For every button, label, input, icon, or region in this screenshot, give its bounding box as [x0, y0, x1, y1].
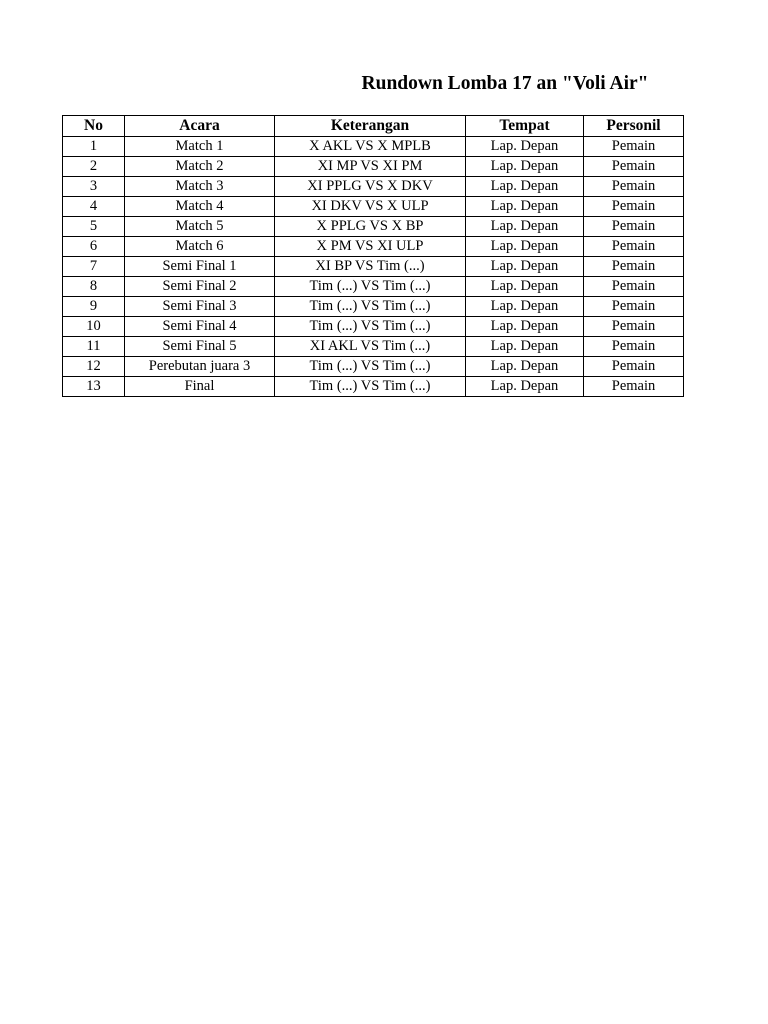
- cell-personil: Pemain: [584, 297, 684, 317]
- cell-tempat: Lap. Depan: [466, 377, 584, 397]
- cell-keterangan: Tim (...) VS Tim (...): [275, 297, 466, 317]
- cell-tempat: Lap. Depan: [466, 357, 584, 377]
- header-row: [63, 116, 684, 137]
- cell-no: 11: [63, 337, 125, 357]
- cell-keterangan: XI BP VS Tim (...): [275, 257, 466, 277]
- header-tempat: Tempat: [466, 116, 584, 137]
- header-no: No: [63, 116, 125, 137]
- cell-acara: Semi Final 1: [125, 257, 275, 277]
- cell-personil: Pemain: [584, 157, 684, 177]
- cell-keterangan: Tim (...) VS Tim (...): [275, 317, 466, 337]
- cell-keterangan: XI DKV VS X ULP: [275, 197, 466, 217]
- cell-personil: Pemain: [584, 377, 684, 397]
- cell-keterangan: Tim (...) VS Tim (...): [275, 277, 466, 297]
- rundown-table: [62, 115, 684, 397]
- table-row: [63, 277, 684, 297]
- cell-tempat: Lap. Depan: [466, 177, 584, 197]
- cell-no: 13: [63, 377, 125, 397]
- cell-acara: Final: [125, 377, 275, 397]
- table-row: [63, 137, 684, 157]
- header-personil: Personil: [584, 116, 684, 137]
- cell-personil: Pemain: [584, 177, 684, 197]
- table-row: [63, 317, 684, 337]
- cell-acara: Match 6: [125, 237, 275, 257]
- cell-tempat: Lap. Depan: [466, 157, 584, 177]
- cell-acara: Match 5: [125, 217, 275, 237]
- cell-no: 9: [63, 297, 125, 317]
- cell-no: 3: [63, 177, 125, 197]
- cell-tempat: Lap. Depan: [466, 137, 584, 157]
- cell-tempat: Lap. Depan: [466, 237, 584, 257]
- table-body: [63, 137, 684, 397]
- page-title: Rundown Lomba 17 an "Voli Air": [361, 73, 649, 94]
- cell-personil: Pemain: [584, 317, 684, 337]
- cell-tempat: Lap. Depan: [466, 337, 584, 357]
- cell-keterangan: X AKL VS X MPLB: [275, 137, 466, 157]
- cell-acara: Match 4: [125, 197, 275, 217]
- cell-tempat: Lap. Depan: [466, 197, 584, 217]
- cell-acara: Semi Final 3: [125, 297, 275, 317]
- table-row: [63, 237, 684, 257]
- cell-no: 10: [63, 317, 125, 337]
- cell-tempat: Lap. Depan: [466, 277, 584, 297]
- cell-personil: Pemain: [584, 337, 684, 357]
- cell-personil: Pemain: [584, 137, 684, 157]
- cell-acara: Semi Final 2: [125, 277, 275, 297]
- cell-tempat: Lap. Depan: [466, 257, 584, 277]
- cell-personil: Pemain: [584, 237, 684, 257]
- cell-keterangan: Tim (...) VS Tim (...): [275, 377, 466, 397]
- table-row: [63, 157, 684, 177]
- cell-personil: Pemain: [584, 197, 684, 217]
- cell-acara: Perebutan juara 3: [125, 357, 275, 377]
- table-header: [63, 116, 684, 137]
- header-keterangan: Keterangan: [275, 116, 466, 137]
- cell-keterangan: Tim (...) VS Tim (...): [275, 357, 466, 377]
- cell-keterangan: X PPLG VS X BP: [275, 217, 466, 237]
- table-row: [63, 357, 684, 377]
- table-row: [63, 197, 684, 217]
- cell-acara: Semi Final 5: [125, 337, 275, 357]
- cell-no: 12: [63, 357, 125, 377]
- table-row: [63, 377, 684, 397]
- cell-personil: Pemain: [584, 257, 684, 277]
- cell-personil: Pemain: [584, 357, 684, 377]
- cell-no: 4: [63, 197, 125, 217]
- cell-no: 5: [63, 217, 125, 237]
- cell-keterangan: X PM VS XI ULP: [275, 237, 466, 257]
- table-row: [63, 257, 684, 277]
- cell-tempat: Lap. Depan: [466, 317, 584, 337]
- cell-tempat: Lap. Depan: [466, 297, 584, 317]
- table-row: [63, 337, 684, 357]
- cell-acara: Match 3: [125, 177, 275, 197]
- cell-no: 6: [63, 237, 125, 257]
- cell-acara: Match 1: [125, 137, 275, 157]
- cell-keterangan: XI MP VS XI PM: [275, 157, 466, 177]
- cell-personil: Pemain: [584, 217, 684, 237]
- cell-keterangan: XI PPLG VS X DKV: [275, 177, 466, 197]
- cell-tempat: Lap. Depan: [466, 217, 584, 237]
- table-row: [63, 177, 684, 197]
- cell-acara: Match 2: [125, 157, 275, 177]
- header-acara: Acara: [125, 116, 275, 137]
- cell-no: 7: [63, 257, 125, 277]
- cell-no: 8: [63, 277, 125, 297]
- cell-acara: Semi Final 4: [125, 317, 275, 337]
- table-row: [63, 297, 684, 317]
- cell-no: 2: [63, 157, 125, 177]
- cell-no: 1: [63, 137, 125, 157]
- cell-personil: Pemain: [584, 277, 684, 297]
- cell-keterangan: XI AKL VS Tim (...): [275, 337, 466, 357]
- table-row: [63, 217, 684, 237]
